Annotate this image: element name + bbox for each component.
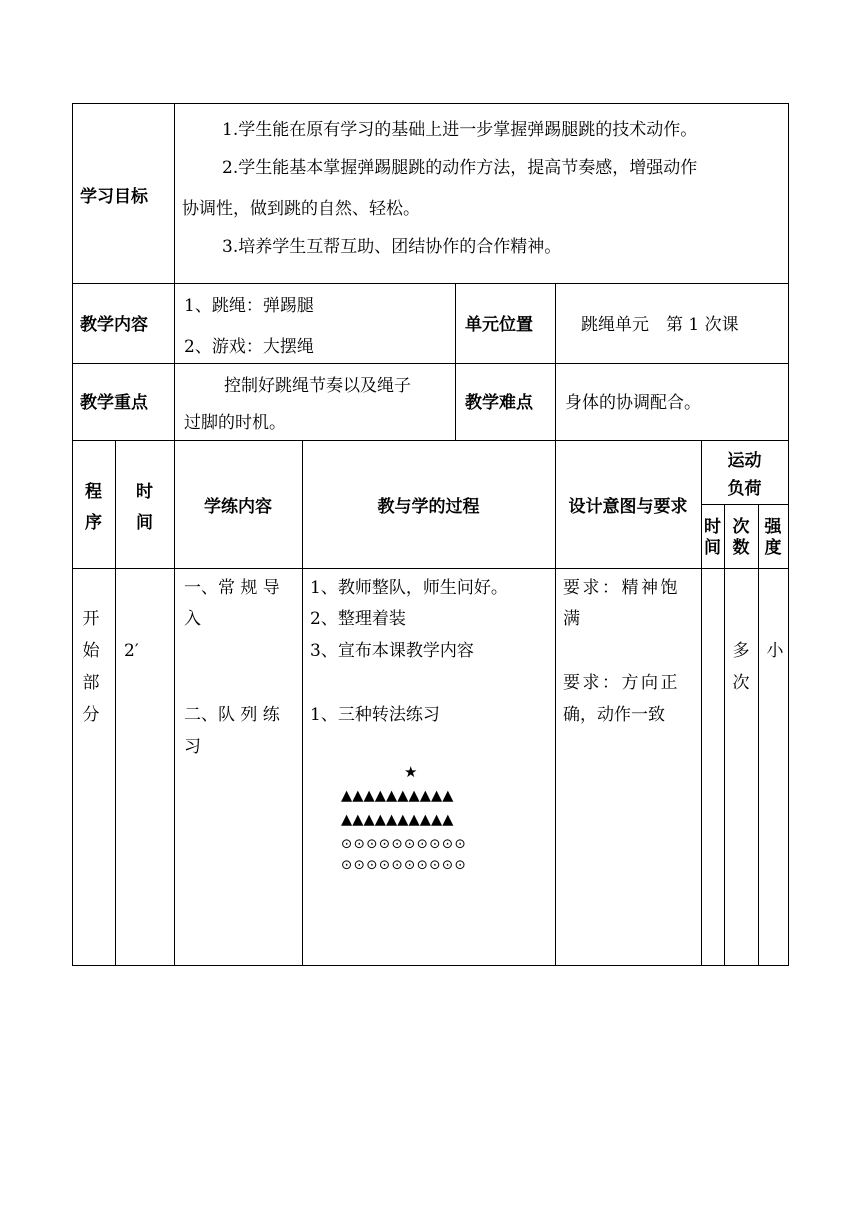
header-load-count-1: 次 — [732, 517, 750, 537]
col-divider-label — [174, 103, 175, 966]
design-requirement-2: 要求：方向正 — [563, 673, 680, 693]
goal-item-1: 1.学生能在原有学习的基础上进一步掌握弹踢腿跳的技术动作。 — [222, 120, 698, 140]
process-step-1: 1、教师整队，师生问好。 — [310, 578, 508, 598]
header-load-1: 运动 — [727, 451, 762, 471]
teacher-star: ★ — [404, 763, 418, 781]
col-divider-load-count — [724, 504, 725, 966]
header-load-count-2: 数 — [732, 538, 750, 558]
practice-routine: 一、常 规 导 — [184, 578, 280, 598]
unit-position-label: 单元位置 — [465, 315, 533, 335]
header-load-intensity-1: 强 — [764, 517, 782, 537]
goal-item-2: 2.学生能基本掌握弹踢腿跳的动作方法，提高节奏感，增强动作 — [222, 158, 698, 178]
header-procedure-2: 序 — [85, 513, 102, 533]
content-line-1: 1、跳绳：弹踢腿 — [184, 296, 314, 316]
formation-row-2: ▲▲▲▲▲▲▲▲▲▲ — [341, 812, 454, 828]
design-requirement-1-cont: 满 — [563, 609, 580, 629]
col-divider-process — [302, 440, 303, 966]
key-label: 教学重点 — [80, 393, 148, 413]
section-char-1: 开 — [82, 609, 100, 629]
header-load-time-2: 间 — [704, 538, 721, 558]
difficulty-value: 身体的协调配合。 — [565, 393, 701, 413]
formation-row-1: ▲▲▲▲▲▲▲▲▲▲ — [341, 788, 454, 804]
process-step-2: 2、整理着装 — [310, 609, 406, 629]
design-requirement-1: 要求：精神饱 — [563, 578, 680, 598]
header-time-1: 时 — [136, 482, 153, 502]
header-load-2: 负荷 — [727, 479, 762, 499]
header-process: 教与学的过程 — [377, 497, 480, 517]
section-char-3: 部 — [82, 673, 100, 693]
row-divider-header — [72, 568, 789, 569]
row-divider-load-sub — [702, 504, 789, 505]
formation-row-4: ⊙⊙⊙⊙⊙⊙⊙⊙⊙⊙ — [341, 857, 468, 873]
section-char-2: 始 — [82, 641, 100, 661]
row-divider-content — [72, 363, 789, 364]
goals-label: 学习目标 — [80, 187, 148, 207]
row-divider-goals — [72, 283, 789, 284]
process-turning-practice: 1、三种转法练习 — [310, 705, 440, 725]
load-count-value-2: 次 — [732, 673, 750, 693]
header-design: 设计意图与要求 — [568, 497, 688, 517]
header-time-2: 间 — [136, 513, 153, 533]
header-load-intensity-2: 度 — [764, 538, 782, 558]
header-practice: 学练内容 — [204, 497, 272, 517]
start-time: 2′ — [124, 641, 139, 661]
section-char-4: 分 — [82, 705, 100, 725]
header-load-time-1: 时 — [704, 517, 721, 537]
practice-routine-cont: 入 — [184, 609, 201, 629]
content-label: 教学内容 — [80, 315, 148, 335]
col-divider-load-intensity — [758, 504, 759, 966]
content-line-2: 2、游戏：大摆绳 — [184, 337, 314, 357]
load-intensity-value: 小 — [766, 641, 784, 661]
load-count-value-1: 多 — [732, 641, 750, 661]
key-line-2: 过脚的时机。 — [184, 413, 286, 433]
col-divider-design — [555, 283, 556, 966]
goal-item-3: 3.培养学生互帮互助、团结协作的合作精神。 — [222, 237, 562, 257]
table-border-left — [72, 103, 73, 966]
formation-row-3: ⊙⊙⊙⊙⊙⊙⊙⊙⊙⊙ — [341, 836, 468, 852]
difficulty-label: 教学难点 — [465, 393, 533, 413]
goal-item-2-cont: 协调性，做到跳的自然、轻松。 — [182, 199, 420, 219]
practice-formation: 二、队 列 练 — [184, 705, 280, 725]
key-line-1: 控制好跳绳节奏以及绳子 — [224, 376, 411, 396]
design-requirement-2-cont: 确，动作一致 — [563, 705, 665, 725]
table-border-top — [72, 103, 789, 104]
practice-formation-cont: 习 — [184, 737, 201, 757]
col-divider-content-mid — [455, 283, 456, 441]
header-procedure-1: 程 — [85, 482, 102, 502]
row-divider-key — [72, 440, 789, 441]
table-border-bottom — [72, 965, 789, 966]
table-border-right — [788, 103, 789, 966]
unit-position-value: 跳绳单元 第 1 次课 — [581, 315, 739, 335]
process-step-3: 3、宣布本课教学内容 — [310, 641, 474, 661]
